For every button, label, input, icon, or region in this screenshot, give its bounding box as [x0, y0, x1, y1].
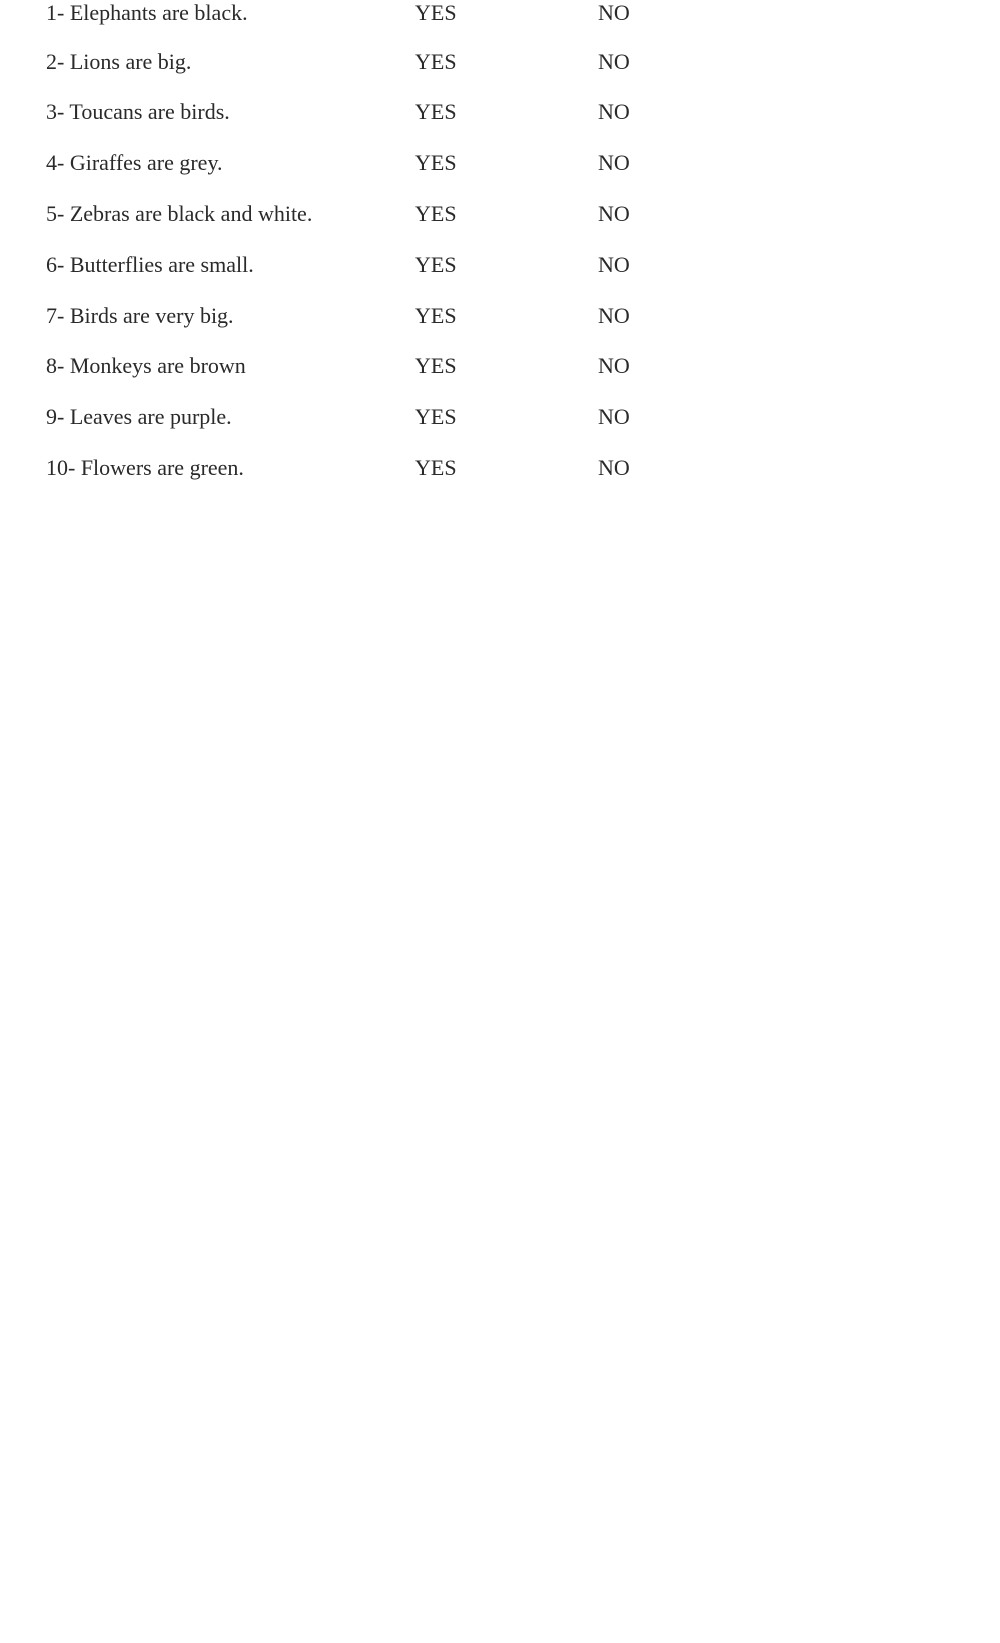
- no-option[interactable]: NO: [598, 99, 630, 124]
- question-row: [0, 252, 1000, 292]
- no-option[interactable]: NO: [598, 404, 630, 429]
- no-option[interactable]: NO: [598, 49, 630, 74]
- yes-option[interactable]: YES: [415, 99, 457, 124]
- no-option[interactable]: NO: [598, 0, 630, 25]
- no-option[interactable]: NO: [598, 201, 630, 226]
- question-statement: 5- Zebras are black and white.: [46, 201, 313, 226]
- question-statement: 3- Toucans are birds.: [46, 99, 230, 124]
- yes-option[interactable]: YES: [415, 404, 457, 429]
- yes-option[interactable]: YES: [415, 49, 457, 74]
- question-row: [0, 49, 1000, 89]
- question-statement: 6- Butterflies are small.: [46, 252, 254, 277]
- question-statement: 4- Giraffes are grey.: [46, 150, 223, 175]
- question-statement: 7- Birds are very big.: [46, 303, 234, 328]
- question-statement: 2- Lions are big.: [46, 49, 192, 74]
- question-row: [0, 0, 1000, 40]
- no-option[interactable]: NO: [598, 252, 630, 277]
- question-row: [0, 303, 1000, 343]
- yes-option[interactable]: YES: [415, 0, 457, 25]
- no-option[interactable]: NO: [598, 303, 630, 328]
- question-statement: 10- Flowers are green.: [46, 455, 244, 480]
- yes-option[interactable]: YES: [415, 150, 457, 175]
- question-row: [0, 455, 1000, 495]
- question-row: [0, 150, 1000, 190]
- question-row: [0, 404, 1000, 444]
- question-row: [0, 353, 1000, 393]
- question-row: [0, 99, 1000, 139]
- no-option[interactable]: NO: [598, 455, 630, 480]
- question-statement: 1- Elephants are black.: [46, 0, 248, 25]
- yes-option[interactable]: YES: [415, 353, 457, 378]
- yes-option[interactable]: YES: [415, 252, 457, 277]
- yes-option[interactable]: YES: [415, 303, 457, 328]
- no-option[interactable]: NO: [598, 150, 630, 175]
- yes-option[interactable]: YES: [415, 455, 457, 480]
- no-option[interactable]: NO: [598, 353, 630, 378]
- question-row: [0, 201, 1000, 241]
- question-statement: 8- Monkeys are brown: [46, 353, 246, 378]
- yes-option[interactable]: YES: [415, 201, 457, 226]
- question-statement: 9- Leaves are purple.: [46, 404, 232, 429]
